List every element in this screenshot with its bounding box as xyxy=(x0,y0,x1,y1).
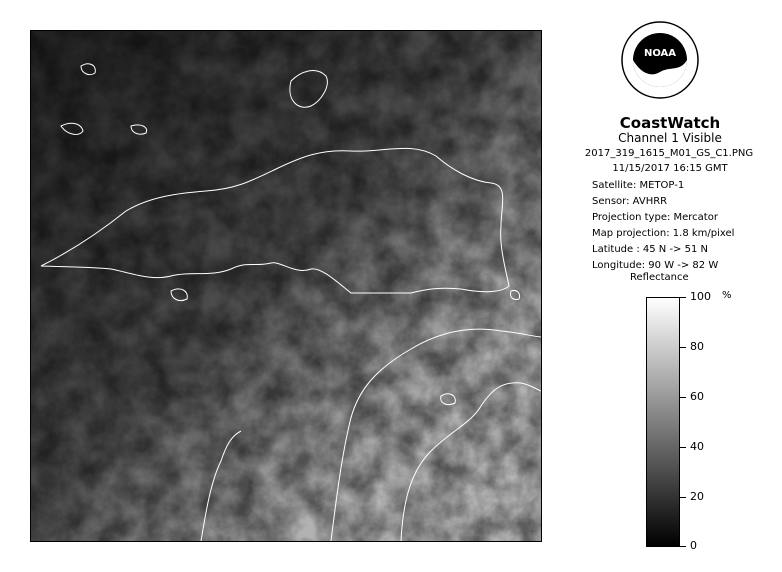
noaa-logo xyxy=(620,20,700,100)
projection-type-label: Projection type: Mercator xyxy=(592,212,718,223)
sensor-label: Sensor: AVHRR xyxy=(592,196,668,207)
legend-title: Reflectance xyxy=(630,272,689,283)
longitude-label: Longitude: 90 W -> 82 W xyxy=(592,260,719,271)
legend-tick xyxy=(680,347,686,348)
channel-name: Channel 1 Visible xyxy=(618,131,722,145)
file-name: 2017_319_1615_M01_GS_C1.PNG xyxy=(584,148,754,159)
svg-text:NOAA: NOAA xyxy=(643,48,677,59)
date-time: 11/15/2017 16:15 GMT xyxy=(612,163,728,174)
legend-tick-label: 100 xyxy=(690,290,711,303)
satellite-image xyxy=(30,30,542,542)
legend-unit: % xyxy=(722,290,732,301)
legend-tick-label: 80 xyxy=(690,340,704,353)
legend-tick-label: 20 xyxy=(690,490,704,503)
legend-tick-label: 60 xyxy=(690,390,704,403)
legend-tick xyxy=(680,447,686,448)
latitude-label: Latitude : 45 N -> 51 N xyxy=(592,244,708,255)
legend-tick xyxy=(680,497,686,498)
legend-tick xyxy=(680,297,686,298)
legend-tick-label: 40 xyxy=(690,440,704,453)
legend-tick xyxy=(680,397,686,398)
legend-tick xyxy=(680,546,686,547)
legend-tick-label: 0 xyxy=(690,539,697,552)
satellite-label: Satellite: METOP-1 xyxy=(592,180,685,191)
app-title: CoastWatch xyxy=(619,114,721,132)
map-projection-label: Map projection: 1.8 km/pixel xyxy=(592,228,735,239)
reflectance-colorbar xyxy=(646,297,680,547)
